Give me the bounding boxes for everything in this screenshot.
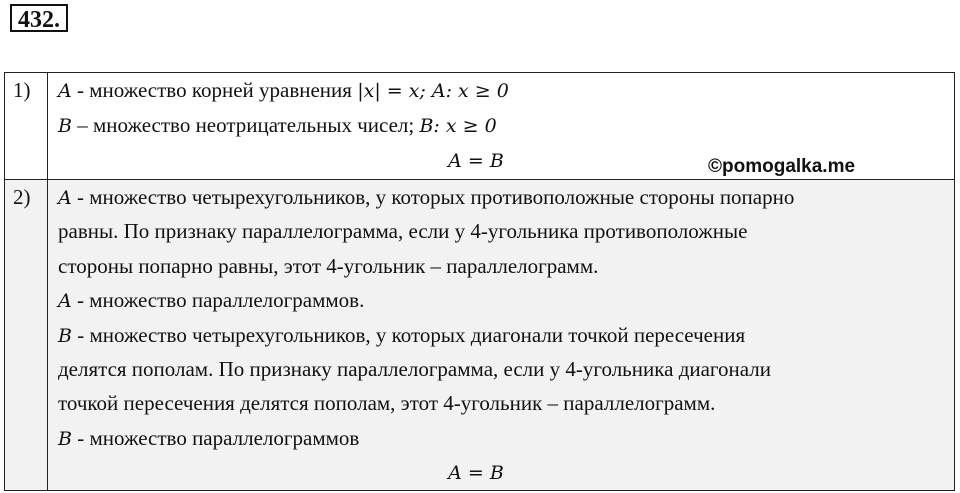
row-number: 1) (5, 73, 48, 180)
set-variable: A (58, 80, 72, 102)
line-text: - множество параллелограммов. (71, 288, 365, 313)
math-expression: |x| = x; A: x ≥ 0 (357, 80, 509, 102)
math-expression: B: x ≥ 0 (419, 115, 497, 137)
row-content (48, 180, 955, 491)
row-number: 2) (5, 180, 48, 491)
result-expression: A = B (448, 150, 504, 172)
text-line (58, 318, 954, 352)
text-line (58, 214, 954, 248)
line-text: - множество параллелограммов (71, 425, 360, 450)
line-text: стороны попарно равны, этот 4-угольник – параллелограмм. (58, 253, 599, 278)
task-number: 432. (10, 4, 68, 32)
text-line (58, 283, 954, 317)
line-text: – множество неотрицательных чисел; (71, 113, 420, 137)
set-variable: B (58, 324, 72, 347)
line-text: точкой пересечения делятся пополам, этот 4-угольник – параллелограмм. (58, 391, 716, 416)
line-text: - множество корней уравнения (71, 78, 358, 102)
table-row (5, 180, 955, 491)
text-line (58, 108, 954, 143)
result-expression: A = B (448, 462, 504, 485)
set-variable: B (58, 427, 72, 450)
set-variable: A (58, 290, 72, 313)
text-line (58, 352, 954, 386)
set-variable: A (58, 187, 72, 209)
watermark: ©pomogalka.me (708, 156, 856, 177)
text-line (58, 180, 954, 214)
set-variable: B (58, 115, 72, 137)
text-line (58, 421, 954, 455)
text-line (58, 249, 954, 283)
solution-table (4, 72, 955, 491)
text-line (58, 73, 954, 108)
line-text: - множество четырехугольников, у которых диагонали точкой пересечения (71, 322, 746, 347)
result-line (58, 455, 954, 489)
line-text: равны. По признаку параллелограмма, если у 4-угольника противоположные (58, 219, 748, 244)
line-text: делятся пополам. По признаку параллелограмма, если у 4-угольника диагонали (58, 356, 771, 381)
text-line (58, 386, 954, 420)
line-text: - множество четырехугольников, у которых противоположные стороны попарно (71, 185, 795, 209)
